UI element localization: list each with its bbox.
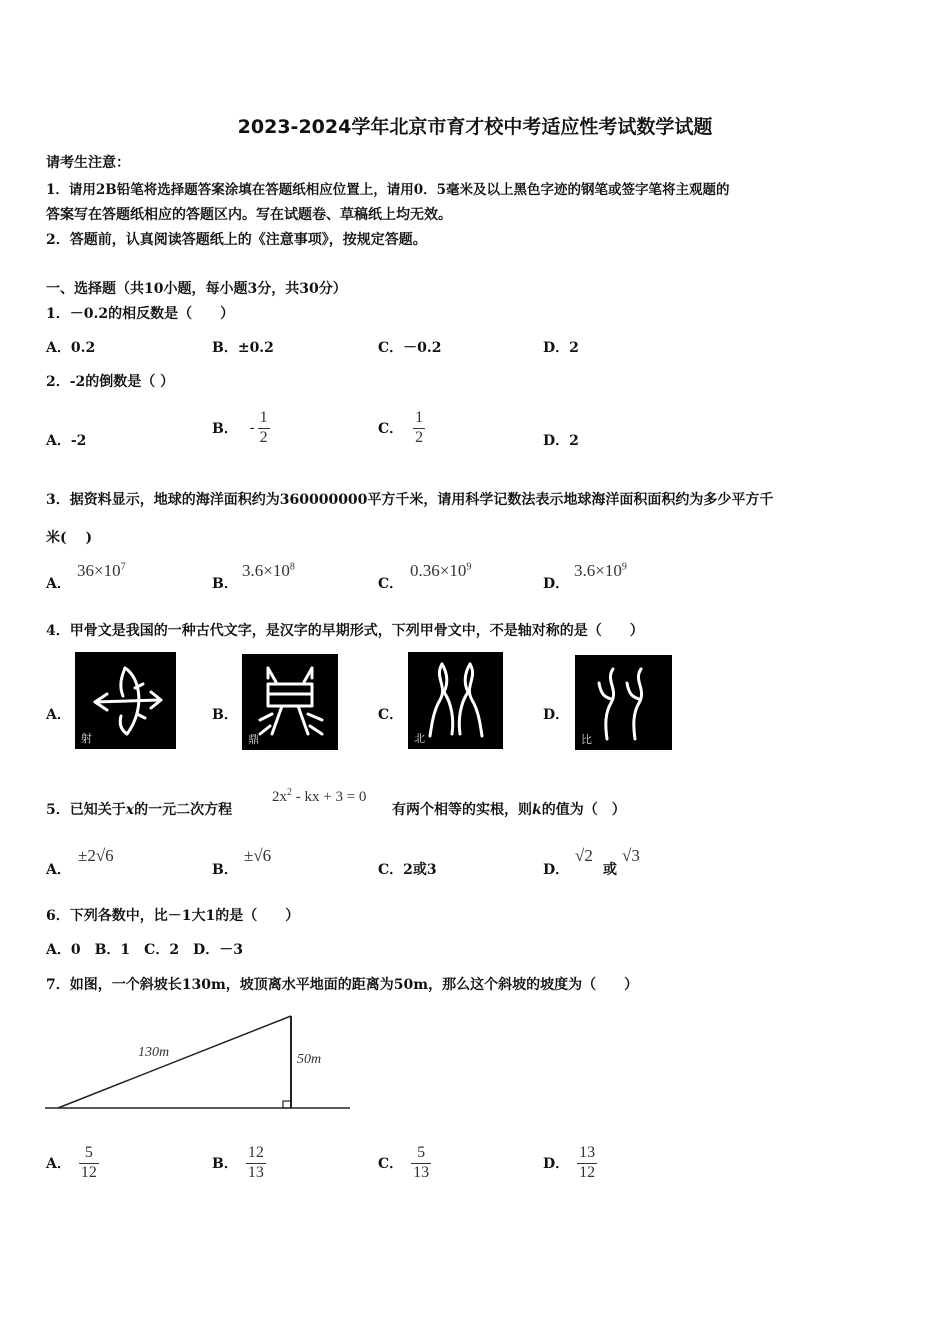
q2-option-b: [212, 404, 270, 452]
q2-option-d: D．2: [543, 433, 579, 449]
notice-line-1: 1．请用2B铅笔将选择题答案涂填在答题纸相应位置上，请用0．5毫米及以上黑色字迹的钢笔或签字笔将主观题的: [46, 182, 730, 198]
q7-option-b-label: B．: [212, 1156, 238, 1172]
q1-option-a: A．0.2: [46, 340, 96, 356]
q7-option-b-denominator: 13: [247, 1163, 264, 1181]
q3-option-d-exponent: 9: [621, 561, 627, 573]
q3-option-a-exponent: 7: [120, 561, 126, 573]
notice-line-3: 2．答题前，认真阅读答题纸上的《注意事项》，按规定答题。: [46, 232, 427, 248]
q3-option-d-mantissa: 3.6×10: [574, 561, 622, 580]
q7-option-a-denominator: 12: [80, 1163, 97, 1181]
height-label: 50m: [297, 1052, 322, 1067]
q3-option-c-mantissa: 0.36×10: [410, 561, 467, 580]
q5-stem-middle: 的一元二次方程: [134, 802, 233, 818]
q5-option-d-math-2: √3: [622, 846, 640, 865]
q5-option-a-math: ±2√6: [78, 846, 114, 865]
q3-option-b-label: B．: [212, 576, 238, 592]
q5-variable-x: x: [125, 802, 135, 818]
q2-option-b-denominator: 2: [259, 428, 268, 446]
q3-option-b-mantissa: 3.6×10: [242, 561, 290, 580]
q3-option-c-label: C．: [378, 576, 404, 592]
q3-option-a-math: [77, 561, 126, 581]
q2-option-b-sign: -: [249, 420, 255, 436]
q7-option-a: [46, 1140, 99, 1186]
section-heading: 一、选择题（共10小题，每小题3分，共30分）: [46, 281, 347, 297]
q7-option-d-fraction: [577, 1145, 597, 1182]
q1-option-c: C．－0.2: [378, 340, 442, 356]
q3-option-c-exponent: 9: [466, 561, 472, 573]
q4-option-c-label: C．: [378, 707, 404, 723]
q5-stem-start: 5．已知关于: [46, 802, 126, 818]
oracle-bone-ding-image: [242, 654, 338, 750]
q5-option-d-math-1: √2: [575, 846, 593, 865]
q5-option-b-label: B．: [212, 862, 238, 878]
notice-heading: 请考生注意：: [46, 155, 130, 171]
q4-option-a-label: A．: [46, 707, 71, 723]
oracle-char-she: 射: [81, 732, 92, 745]
q2-option-a: A．-2: [46, 433, 87, 449]
q7-option-b: [212, 1140, 266, 1186]
q7-stem: 7．如图，一个斜坡长130m，坡顶离水平地面的距离为50m，那么这个斜坡的坡度为（ ）: [46, 977, 639, 993]
q2-option-c-label: C．: [378, 421, 404, 437]
notice-line-2: 答案写在答题纸相应的答题区内。写在试题卷、草稿纸上均无效。: [46, 207, 452, 223]
q7-option-c-denominator: 13: [413, 1163, 430, 1181]
q3-option-d-label: D．: [543, 576, 570, 592]
q7-option-c-numerator: 5: [417, 1143, 426, 1161]
q7-option-d: [543, 1140, 597, 1186]
q5-option-c: C．2或3: [378, 862, 437, 878]
oracle-bone-she-image: [75, 652, 176, 749]
q5-option-d-or: 或: [603, 862, 617, 878]
q1-option-b: B．±0.2: [212, 340, 274, 356]
q5-equation-lead: 2x: [272, 789, 287, 805]
q5-option-a-label: A．: [46, 862, 71, 878]
q3-stem-line-1: 3．据资料显示，地球的海洋面积约为360000000平方千米，请用科学记数法表示地球海洋面积面积约为多少平方千: [46, 492, 774, 508]
oracle-bone-bei-image: [408, 652, 503, 749]
q3-option-c-math: [410, 561, 471, 581]
q6-stem: 6．下列各数中，比－1大1的是（ ）: [46, 908, 300, 924]
q5-equation: [272, 787, 366, 806]
q7-option-c-fraction: [411, 1145, 431, 1182]
q7-option-d-numerator: 13: [579, 1143, 596, 1161]
q3-option-d-math: [574, 561, 627, 581]
q3-option-a-label: A．: [46, 576, 71, 592]
slope-line: [58, 1016, 291, 1108]
page-title: 2023-2024学年北京市育才校中考适应性考试数学试题: [237, 116, 713, 138]
slope-diagram: [40, 1008, 360, 1118]
q1-option-d: D．2: [543, 340, 579, 356]
q3-option-b-math: [242, 561, 295, 581]
q4-option-d-label: D．: [543, 707, 570, 723]
oracle-char-ding: 鼎: [248, 733, 259, 746]
q5-option-b-math: ±√6: [244, 846, 272, 865]
q5-stem-post: [392, 799, 626, 819]
q2-option-b-label: B．: [212, 421, 238, 437]
q7-option-b-numerator: 12: [247, 1143, 264, 1161]
oracle-char-bi: 比: [581, 733, 592, 746]
q6-options: A．0 B．1 C．2 D．－3: [46, 942, 243, 958]
q5-option-d-label: D．: [543, 862, 570, 878]
q2-option-b-fraction: [258, 410, 270, 447]
q2-option-b-numerator: 1: [259, 408, 268, 426]
q5-stem-post-2: 的值为（ ）: [541, 802, 626, 818]
q7-option-b-fraction: [246, 1145, 266, 1182]
q2-option-c-fraction: [413, 410, 425, 447]
q4-option-b-label: B．: [212, 707, 238, 723]
q7-option-a-label: A．: [46, 1156, 71, 1172]
q7-option-a-numerator: 5: [84, 1143, 93, 1161]
q7-option-a-fraction: [79, 1145, 99, 1182]
q2-option-c-numerator: 1: [415, 408, 424, 426]
q5-stem-post-1: 有两个相等的实根，则: [392, 802, 532, 818]
q3-option-a-mantissa: 36×10: [77, 561, 121, 580]
q3-stem-line-2: 米( ): [46, 530, 93, 546]
q1-stem: 1．－0.2的相反数是（ ）: [46, 306, 235, 322]
oracle-char-bei: 北: [414, 732, 425, 745]
q5-variable-k: k: [532, 802, 542, 818]
q4-stem: 4．甲骨文是我国的一种古代文字，是汉字的早期形式，下列甲骨文中，不是轴对称的是（ ）: [46, 623, 644, 639]
q7-option-d-denominator: 12: [579, 1163, 596, 1181]
q5-equation-rest: - kx + 3 = 0: [292, 789, 367, 805]
slope-length-label: 130m: [138, 1045, 170, 1060]
q2-stem: 2．-2的倒数是（ ）: [46, 374, 175, 390]
oracle-bone-bi-image: [575, 655, 672, 750]
q5-stem-pre: [46, 799, 232, 819]
q7-option-d-label: D．: [543, 1156, 570, 1172]
q7-option-c: [378, 1140, 431, 1186]
q7-option-c-label: C．: [378, 1156, 404, 1172]
q2-option-c: [378, 404, 425, 452]
q3-option-b-exponent: 8: [289, 561, 295, 573]
q5-equation-exponent: 2: [287, 787, 292, 798]
right-angle-mark: [283, 1101, 291, 1108]
q2-option-c-denominator: 2: [415, 428, 424, 446]
